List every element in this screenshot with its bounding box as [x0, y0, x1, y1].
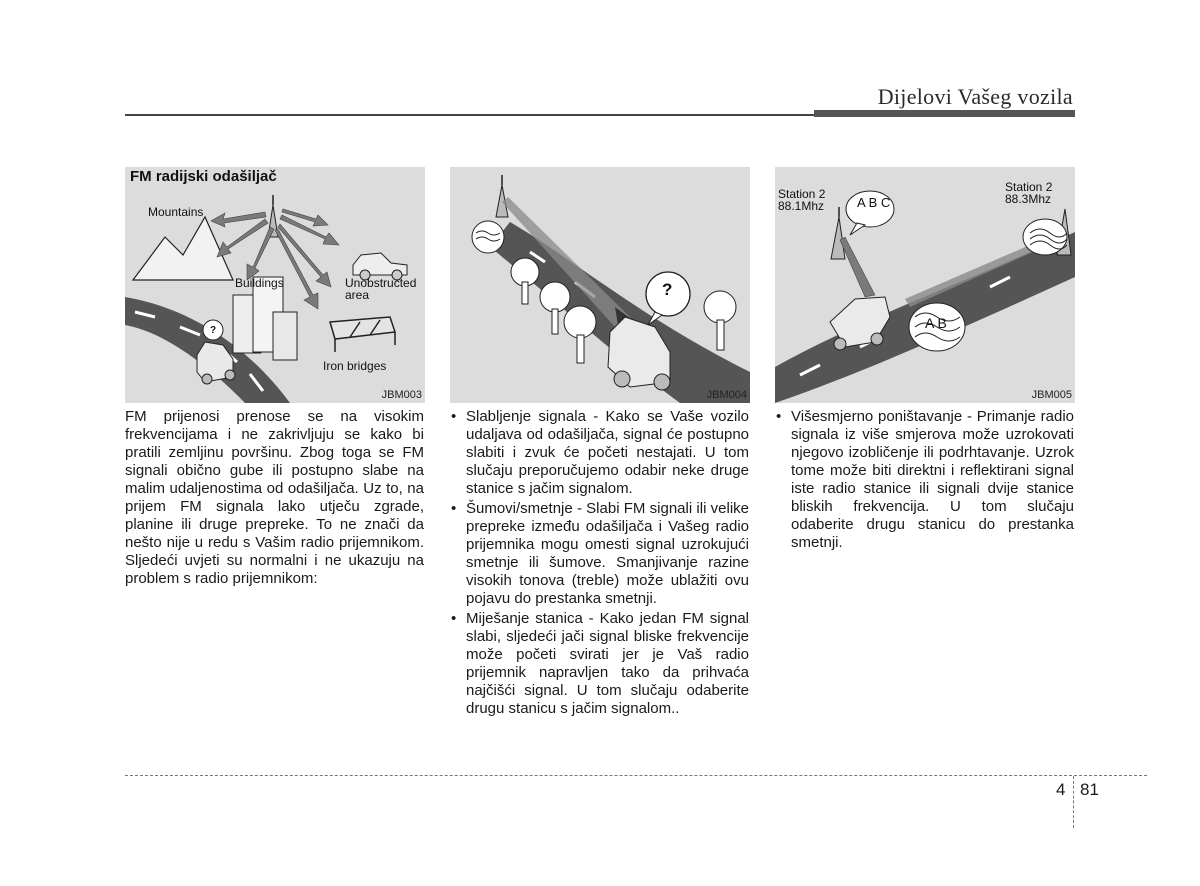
page-number: 81 [1080, 780, 1099, 799]
question-mark: ? [210, 325, 217, 336]
bullet-station-mixing: • Miješanje stanica - Kako jedan FM signal slabi, sljedeći jači signal bliske frekvencije može početi svirati jer je Vaš radio prijemnik napravljen tako da prihvaća najčišći signal. U tom slučaju odaberite drugu stanicu s jačim signalom.. [450, 610, 749, 718]
bullet-multipath: • Višesmjerno poništavanje - Primanje radio signala iz više smjerova može uzrokovati njegovo izobličenje ili podrhtavanje. Uzrok tome može biti direktni i reflektirani signal iste radio stanice ili signali dvije stanice bliskih frekvencija. U tom slučaju odaberite drugu stanicu do prestanka smetnji. [775, 408, 1074, 552]
left-column [125, 408, 424, 588]
figure-code: JBM003 [381, 389, 422, 401]
label-letters-abc: A B C [857, 195, 891, 210]
footer-divider [1073, 776, 1074, 828]
label-letters-ab: A B [925, 315, 947, 331]
page-header-title: Dijelovi Vašeg vozila [877, 84, 1073, 109]
figure-code: JBM005 [1031, 389, 1072, 401]
bullet-noise: • Šumovi/smetnje - Slabi FM signali ili velike prepreke između odašiljača i Vašeg radio prijemnika mogu omesti signal uzrokujući smetnje ili šumove. Smanjivanje razine visokih tonova (treble) može ublažiti ovu pojavu do prestanka smetnji. [450, 500, 749, 608]
intro-paragraph: FM prijenosi prenose se na visokim frekvencijama i ne zakrivljuju se kako bi pratili zemljinu površinu. Zbog toga se FM signali obično gube ili postupno slabe na malim udaljenostima od odašiljača. Uz to, na prijem FM signala lako utječu zgrade, planine ili druge prepreke. To ne znači da nešto nije u redu s Vašim radio prijemnikom. Sljedeći uvjeti su normalni i ne ukazuju na problem s radio prijemnikom: [125, 408, 424, 587]
chapter-number: 4 [1056, 780, 1066, 799]
figure-fm-transmitter [125, 167, 425, 403]
label-buildings: Buildings [235, 276, 284, 290]
figure-signal-fading [450, 167, 750, 403]
figure-multipath [775, 167, 1075, 403]
figure-title: FM radijski odašiljač [130, 168, 277, 185]
header-bar [814, 110, 1075, 117]
signal-fading-illustration [450, 167, 750, 403]
label-mountains: Mountains [148, 205, 204, 219]
label-unobstructed-area: Unobstructed area [345, 276, 417, 302]
label-iron-bridges: Iron bridges [323, 359, 387, 373]
right-column [775, 408, 1074, 554]
middle-bullet-list [450, 408, 749, 718]
header-rule [125, 114, 815, 116]
middle-column [450, 408, 749, 720]
right-bullet-list [775, 408, 1074, 552]
figure-code: JBM004 [706, 389, 747, 401]
label-station-left: Station 2 88.1Mhz [778, 187, 826, 213]
label-station-right: Station 2 88.3Mhz [1005, 180, 1053, 206]
question-mark: ? [662, 280, 673, 299]
bullet-signal-fading: • Slabljenje signala - Kako se Vaše vozilo udaljava od odašiljača, signal će postupno slabiti i zvuk će početi nestajati. U tom slučaju preporučujemo odabir neke druge stanice s jačim signalom. [450, 408, 749, 498]
footer-rule [125, 775, 1147, 776]
